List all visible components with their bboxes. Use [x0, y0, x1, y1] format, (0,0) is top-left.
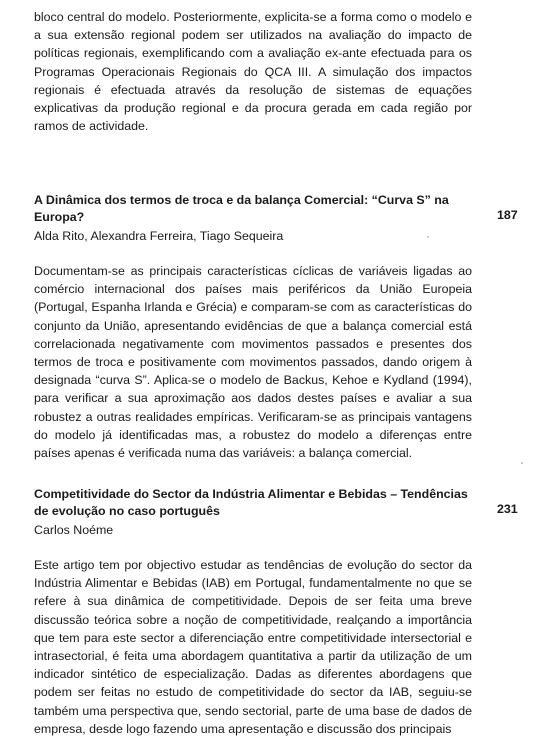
article-2-authors: Carlos Noéme	[34, 523, 114, 537]
article-2-abstract: Este artigo tem por objectivo estudar as tendências de evolução do sector da Indústria Alimentar e Bebidas (IAB) em Portugal, fundamentalmente no que se refere à sua dinâmica de competitividade. Depois de ser feita uma breve discussão teórica sobre a noção de competitividade, realçando a importância que tem para este sector a diferenciação entre competitividade intersectorial e intrasectorial, é feita uma abordagem quantitativa a partir da utilização de um indicador sintético de especialização. Dadas as diferentes abordagens que podem ser feitas no estudo de competitividade do sector da IAB, seguiu-se também uma perspectiva que, sendo sectorial, parte de uma base de dados de empresa, desde logo fazendo uma apresentação e discussão dos principais	[34, 558, 472, 736]
scan-speck	[521, 462, 523, 464]
article-1-abstract: Documentam-se as principais características cíclicas de variáveis ligadas ao comércio internacional dos países mais periféricos da União Europeia (Portugal, Espanha Irlanda e Grécia) e comparam-se com as características do conjunto da União, apresentando evidências de que a balança comercial está correlacionada negativamente com movimentos passados e presentes dos termos de troca e positivamente com movimentos passados, dando origem à designada “curva S”. Aplica-se o modelo de Backus, Kehoe e Kydland (1994), para verificar a sua aproximação aos dados destes países e avaliar a sua robustez a outras realidades empíricas. Verificaram-se as principais vantagens do modelo já identificadas mas, a robustez do modelo a diferenças entre países apenas é verificada numa das variáveis: a balança comercial.	[34, 264, 472, 461]
article-1-authors: Alda Rito, Alexandra Ferreira, Tiago Sequeira	[34, 229, 284, 243]
article-2-page-number: 231	[497, 502, 518, 516]
scan-speck	[427, 236, 429, 238]
intro-paragraph: bloco central do modelo. Posteriormente, explicita-se a forma como o modelo e a sua extensão regional podem ser utilizados na avaliação do impacto de políticas regionais, exemplificando com a avaliação ex-ante efectuada para os Programas Operacionais Regionais do QCA III. A simulação dos impactos regionais é efectuada através da resolução de sistemas de equações explicativas da produção regional e da procura gerada em cada região por ramos de actividade.	[34, 10, 472, 134]
article-1-title: A Dinâmica dos termos de troca e da balança Comercial: “Curva S” na Europa?	[34, 193, 449, 224]
article-1-page-number: 187	[497, 208, 518, 222]
article-2-title: Competitividade do Sector da Indústria Alimentar e Bebidas – Tendências de evolução no caso português	[34, 487, 468, 518]
